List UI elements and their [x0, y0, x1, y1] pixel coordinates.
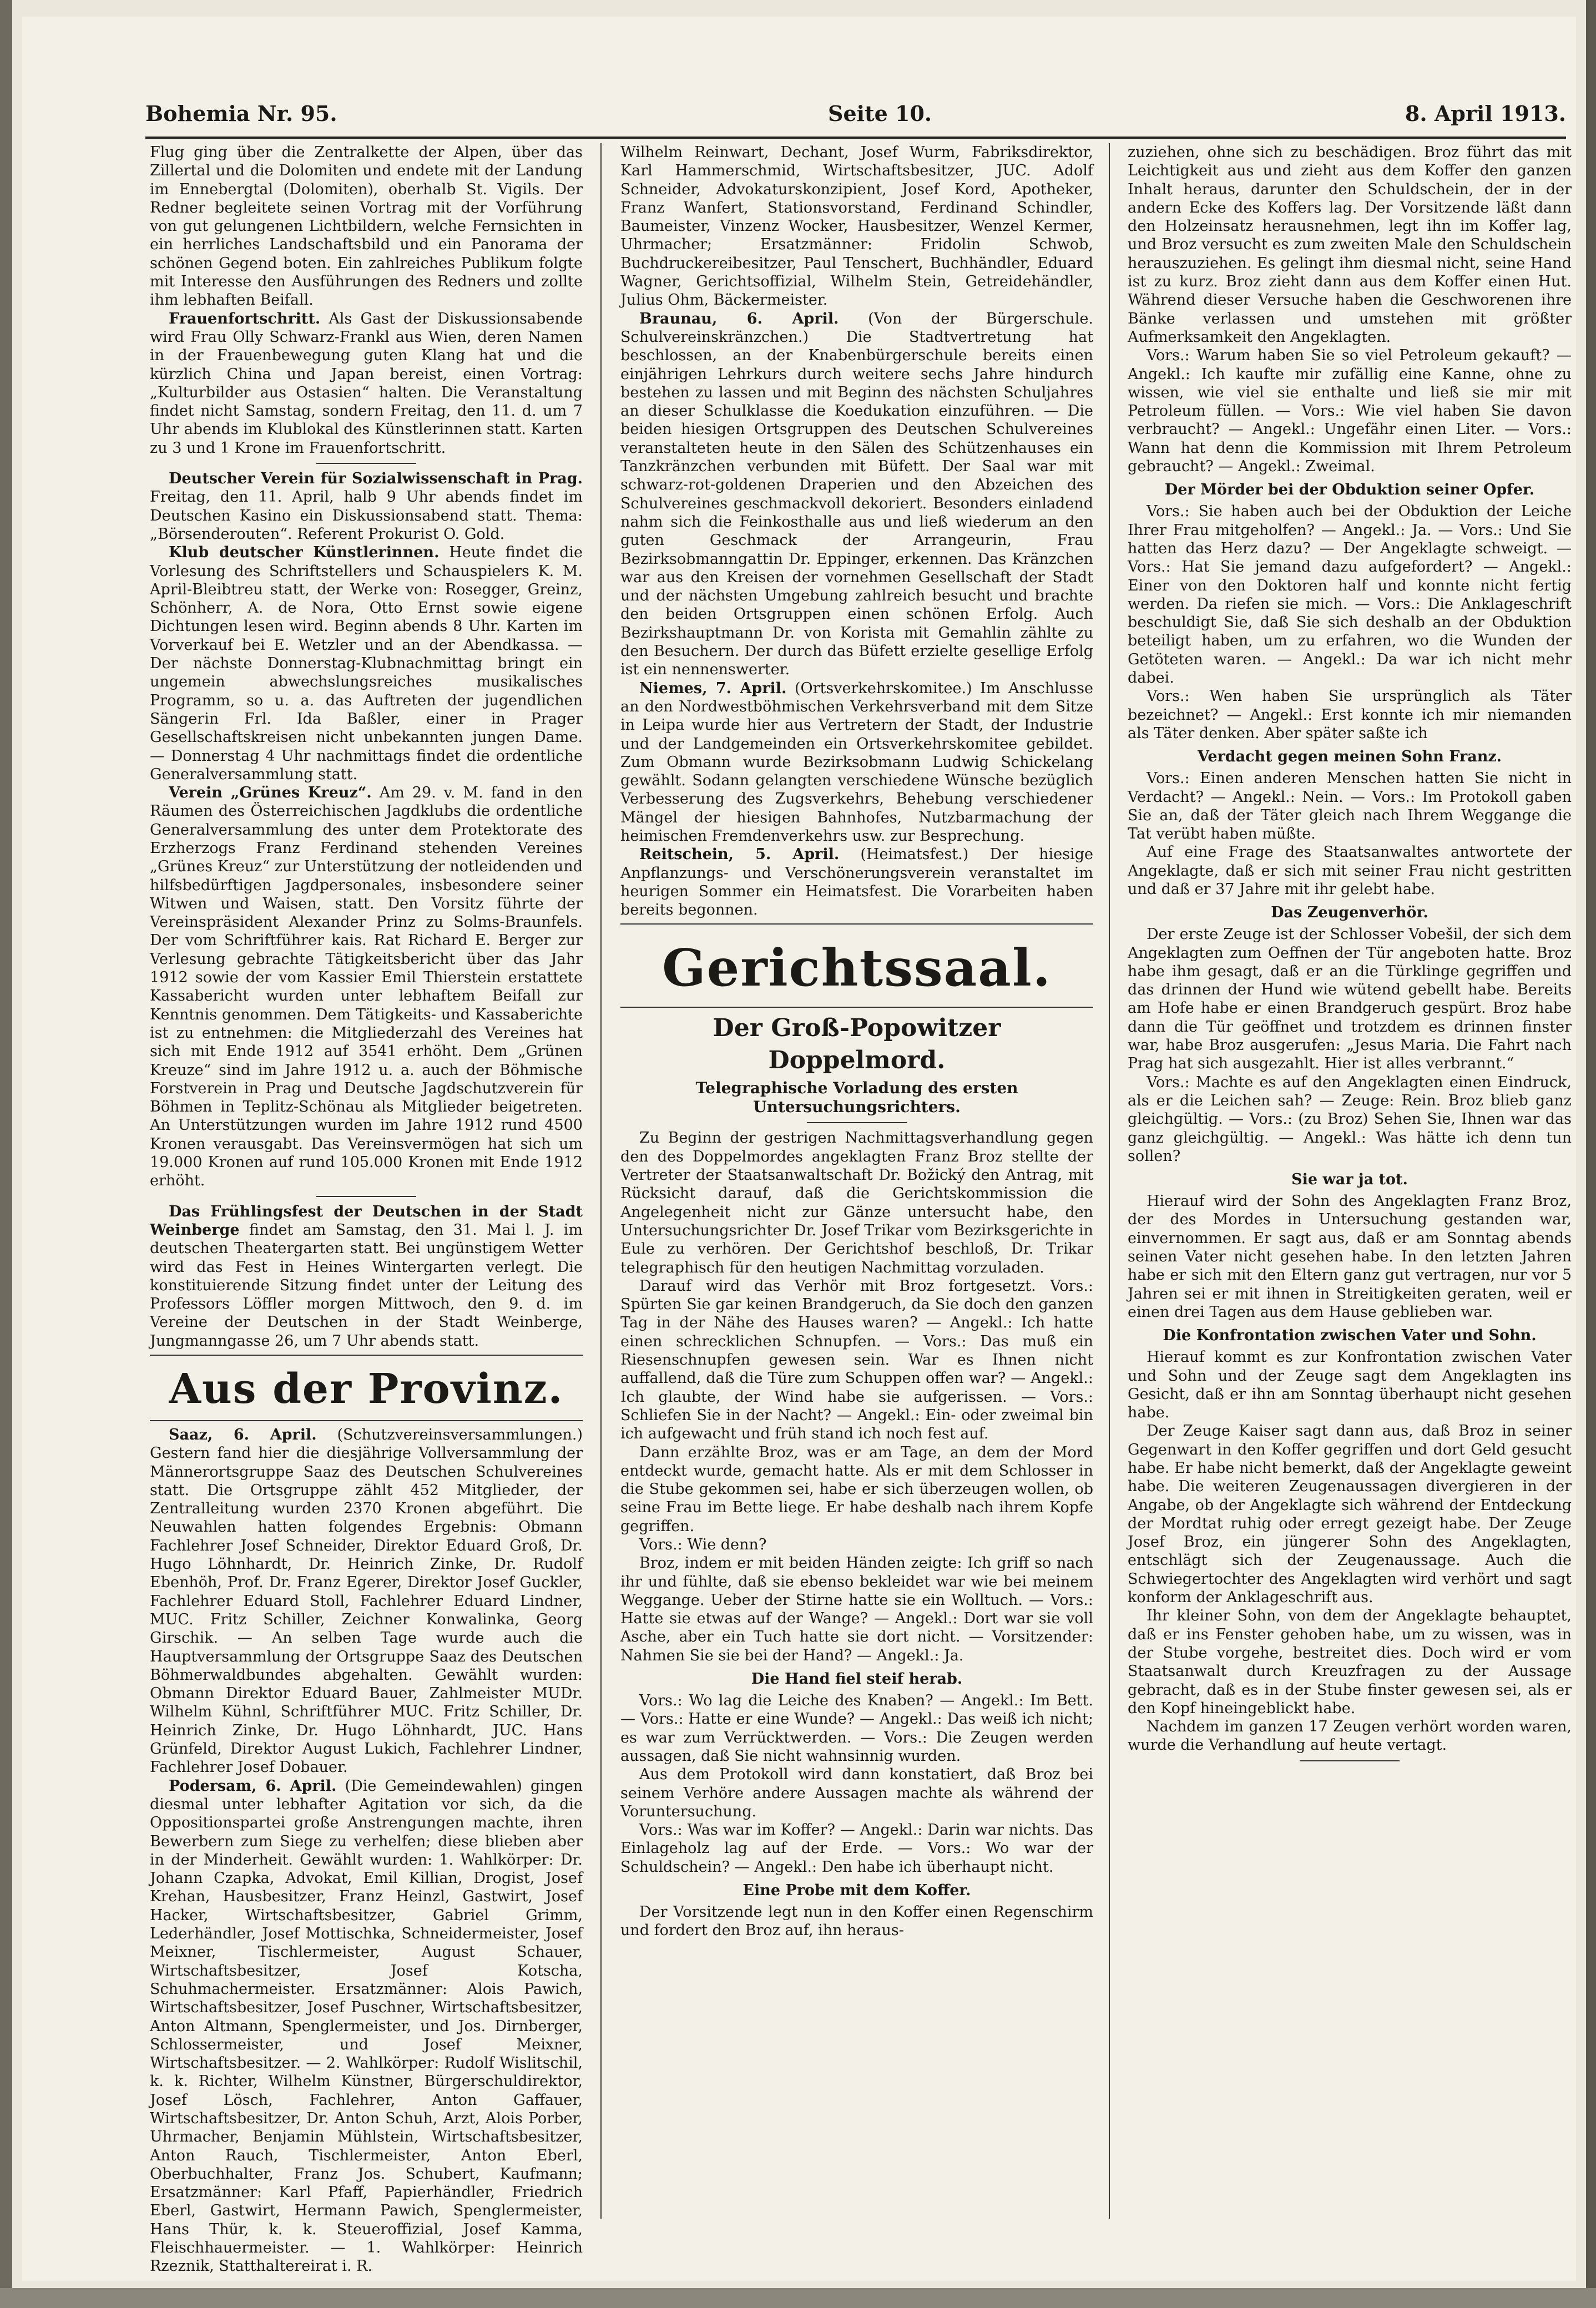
- article-paragraph: Nachdem im ganzen 17 Zeugen verhört worden waren, wurde die Verhandlung auf heute vertagt.: [1128, 1718, 1572, 1754]
- news-item: [620, 679, 1093, 846]
- article-paragraph: Der Vorsitzende legt nun in den Koffer einen Regenschirm und fordert den Broz auf, ihn heraus-: [620, 1903, 1093, 1940]
- article-paragraph: Vors.: Wo lag die Leiche des Knaben? — Angekl.: Im Bett. — Vors.: Hatte er eine Wunde? — Angekl.: Das weiß ich nicht; es war zum Verrücktwerden. — Vors.: Die Zeugen werden aussagen, daß Sie nicht wahnsinnig wurden.: [620, 1692, 1093, 1765]
- article-paragraph: Flug ging über die Zentralkette der Alpen, über das Zillertal und die Dolomiten und endete mit der Landung im Ennebergtal (Dolomiten), oberhalb St. Vigils. Der Redner begleitete seinen Vortrag mit der Vorführung von gut gelungenen Lichtbildern, welche Fernsichten in ein herrliches Landschaftsbild und ein Panorama der schönen Gegend boten. Ein zahlreiches Publikum folgte mit Interesse den Ausführungen des Redners und zollte ihm lebhaften Beifall.: [150, 144, 583, 309]
- news-item: [150, 543, 583, 784]
- item-lead: Reitschein, 5. April.: [639, 846, 840, 863]
- article-subheadline: Telegraphische Vorladung des ersten Untersuchungsrichters.: [695, 1079, 1018, 1117]
- article-subheading: Das Zeugenverhör.: [1271, 904, 1428, 922]
- article-paragraph: Aus dem Protokoll wird dann konstatiert, daß Broz bei seinem Verhöre andere Aussagen machte als während der Voruntersuchung.: [620, 1766, 1093, 1820]
- news-item: [620, 845, 1093, 919]
- item-text: (Heimatsfest.) Der hiesige Anpflanzungs- und Verschönerungsverein veranstaltet im heurigen Sommer ein Heimatsfest. Die Vorarbeiten haben bereits begonnen.: [620, 846, 1093, 919]
- news-item: [150, 310, 583, 457]
- running-head: [145, 101, 1572, 133]
- publication-issue: Bohemia Nr. 95.: [145, 101, 337, 126]
- item-text: findet am Samstag, den 31. Mai l. J. im deutschen Theatergarten statt. Bei ungünstigem Wetter wird das Fest in Heines Wintergarten verlegt. Die konstituierende Sitzung findet unter der Leitung des Professors Löffler morgen Mittwoch, den 9. d. im Vereine der Deutschen in der Stadt Weinberge, Jungmanngasse 26, um 7 Uhr abends statt.: [150, 1221, 583, 1350]
- item-text: (Ortsverkehrskomitee.) Im Anschlusse an den Nordwestböhmischen Verkehrsverband mit dem Sitze in Leipa wurde hier aus Vertretern der Stadt, der Industrie und der Landgemeinden ein Ortsverkehrskomitee gebildet. Zum Obmann wurde Bezirksobmann Ludwig Schickelang gewählt. Sodann gelangten verschiedene Wünsche bezüglich Verbesserung des Zugsverkehrs, Behebung verschiedener Mängel der hiesigen Bahnhofes, Nutzbarmachung der heimischen Fremdenverkehrs usw. zur Besprechung.: [620, 679, 1093, 845]
- article-paragraph: Auf eine Frage des Staatsanwaltes antwortete der Angeklagte, daß er sich mit seiner Frau nicht gestritten und daß er 37 Jahre mit ihr gelebt habe.: [1128, 844, 1572, 898]
- page-edge-shadow-bottom: [0, 2288, 1596, 2308]
- section-heading-provinz: Aus der Provinz.: [169, 1365, 564, 1413]
- item-lead: Frauenfortschritt.: [169, 310, 321, 327]
- article-paragraph: Ihr kleiner Sohn, von dem der Angeklagte behauptet, daß er ins Fenster gehoben habe, um zu wissen, was in der Stube vorgehe, bestreitet dies. Doch wird er vom Staatsanwalt durch Kreuzfragen zu der Aussage gebracht, daß es in der Stube finster gewesen sei, als er den Kopf hineingeblickt habe.: [1128, 1607, 1572, 1717]
- section-rule: [150, 1420, 583, 1421]
- item-lead: Deutscher Verein für Sozialwissenschaft in Prag.: [169, 470, 583, 488]
- section-rule: [620, 923, 1093, 925]
- article-paragraph: Der Zeuge Kaiser sagt dann aus, daß Broz in seiner Gegenwart in den Koffer gegriffen und dort Geld gesucht habe. Er habe nicht bemerkt, daß der Angeklagte geweint habe. Die weiteren Zeugenaussagen divergieren in der Angabe, ob der Angeklagte sich während der Entdeckung der Mordtat ruhig oder erregt gezeigt habe. Der Zeuge Josef Broz, ein jüngerer Sohn des Angeklagten, entschlägt sich der Zeugenaussage. Auch die Schwiegertochter des Angeklagten wird verhört und sagt konform der Anklageschrift aus.: [1128, 1422, 1572, 1607]
- item-text: Am 29. v. M. fand in den Räumen des Österreichischen Jagdklubs die ordentliche Generalversammlung des unter dem Protektorate des Erzherzogs Franz Ferdinand stehenden Vereines „Grünes Kreuz“ zur Unterstützung der notleidenden und hilfsbedürftigen Jagdpersonales, insbesondere seiner Witwen und Waisen, statt. Den Vorsitz führte der Vereinspräsident Alexander Prinz zu Solms-Braunfels. Der vom Schriftführer kais. Rat Richard E. Berger zur Verlesung gebrachte Tätigkeitsbericht über das Jahr 1912 sowie der vom Kassier Emil Thierstein erstattete Kassabericht wurden unter lebhaftem Beifall zur Kenntnis genommen. Dem Tätigkeits- und Kassaberichte ist zu entnehmen: die Mitgliederzahl des Vereines hat sich mit Ende 1912 auf 3541 erhöht. Dem „Grünen Kreuze“ sind im Jahre 1912 u. a. auch der Böhmische Forstverein in Prag und Deutsche Jagdschutzverein für Böhmen in Teplitz-Schönau als Mitglieder beigetreten. An Unterstützungen wurden im Jahre 1912 rund 4500 Kronen verausgabt. Das Vereinsvermögen hat sich um 19.000 Kronen auf rund 105.000 Kronen mit Ende 1912 erhöht.: [150, 784, 583, 1190]
- separator-rule: [316, 1196, 416, 1197]
- column-divider: [1109, 143, 1110, 2219]
- item-text: (Von der Bürgerschule. Schulvereinskränzchen.) Die Stadtvertretung hat beschlossen, an der Knabenbürgerschule bereits einen einjährigen Lehrkurs durch weitere sechs Jahre hindurch bestehen zu lassen und mit Beginn des nächsten Schuljahres an dieser Schulklasse die Koedukation einzuführen. — Die beiden hiesigen Ortsgruppen des Deutschen Schulvereines veranstalteten heute in den Sälen des Schützenhauses ein Tanzkränzchen verbunden mit Büfett. Der Saal war mit schwarz-rot-goldenen Draperien und den Abzeichen des Schulvereines geschmackvoll dekoriert. Besonders einladend nahm sich die Feinkosthalle aus und ließ wiederum an den guten Geschmack der Arrangeurin, Frau Bezirksobmanngattin Dr. Eppinger, erkennen. Das Kränzchen war aus den Kreisen der vornehmen Gesellschaft der Stadt und der nächsten Umgebung zahlreich besucht und brachte den beiden Ortsgruppen einen schönen Erfolg. Auch Bezirkshauptmann Dr. von Korista mit Gemahlin zählte zu den Besuchern. Der durch das Büfett erzielte gesellige Erfolg ist ein nennenswerter.: [620, 310, 1093, 679]
- column-2: [620, 143, 1093, 2219]
- news-item: [620, 310, 1093, 679]
- item-lead: Podersam, 6. April.: [169, 1777, 337, 1795]
- page-edge-shadow-left: [0, 0, 12, 2308]
- separator-rule: [807, 1122, 907, 1123]
- article-paragraph: zuziehen, ohne sich zu beschädigen. Broz führt das mit Leichtigkeit aus und zieht aus dem Koffer den ganzen Inhalt heraus, darunter den Schuldschein, der in der andern Ecke des Koffers lag. Der Vorsitzende läßt dann den Holzeinsatz herausnehmen, legt ihn im Koffer lag, und Broz versucht es zum zweiten Male den Schuldschein herauszuziehen. Es gelingt ihm diesmal nicht, seine Hand ist zu kurz. Broz zieht dann aus dem Koffer einen Hut. Während dieser Versuche haben die Geschworenen ihre Bänke verlassen und umstehen mit größter Aufmerksamkeit den Angeklagten.: [1128, 144, 1572, 346]
- article-paragraph: Vors.: Wie denn?: [639, 1536, 767, 1553]
- article-paragraph: Vors.: Machte es auf den Angeklagten einen Eindruck, als er die Leichen sah? — Zeuge: Rein. Broz blieb ganz gleichgültig. — Vors.: (zu Broz) Sehen Sie, Ihnen war das ganz gleichgültig. — Angekl.: Was hätte ich denn tun sollen?: [1128, 1073, 1572, 1165]
- section-heading-gerichtssaal: Gerichtssaal.: [662, 938, 1052, 998]
- article-paragraph: Der erste Zeuge ist der Schlosser Vobešil, der sich dem Angeklagten zum Oeffnen der Tür angeboten hatte. Broz habe ihm gesagt, daß er an die Türklinge gegriffen und das drinnen der Hund wie wütend gebellt habe. Bereits am Hofe habe er einen Brandgeruch gespürt. Broz habe dann die Tür geöffnet und trotzdem es drinnen finster war, habe Broz ausgerufen: „Jesus Maria. Die Fahrt nach Prag hat sich ausgezahlt. Hier ist alles verbrannt.“: [1128, 926, 1572, 1073]
- item-text: Freitag, den 11. April, halb 9 Uhr abends findet im Deutschen Kasino ein Diskussionsabend statt. Thema: „Börsenderouten“. Referent Prokurist O. Gold.: [150, 488, 583, 543]
- news-item: [150, 1777, 583, 2276]
- separator-rule: [316, 463, 416, 464]
- page-edge-shadow-right: [1586, 0, 1596, 2308]
- article-paragraph: Zu Beginn der gestrigen Nachmittagsverhandlung gegen den des Doppelmordes angeklagten Franz Broz stellte der Vertreter der Staatsanwaltschaft Dr. Božický den Antrag, mit Rücksicht darauf, daß die Gerichtskommission die Angelegenheit nicht zur Gänze untersucht habe, den Untersuchungsrichter Dr. Josef Trikar vom Bezirksgerichte in Eule zu verhören. Der Gerichtshof beschloß, Dr. Trikar telegraphisch für den heutigen Nachmittag vorzuladen.: [620, 1129, 1093, 1276]
- item-lead: Niemes, 7. April.: [639, 679, 787, 697]
- article-paragraph: Vors.: Wen haben Sie ursprünglich als Täter bezeichnet? — Angekl.: Erst konnte ich mir niemanden als Täter denken. Aber später saßte ich: [1128, 688, 1572, 742]
- end-rule: [1300, 1760, 1400, 1761]
- column-divider: [600, 143, 602, 2219]
- article-paragraph: Dann erzählte Broz, was er am Tage, an dem der Mord entdeckt wurde, gemacht hatte. Als er mit dem Schlosser in die Stube gekommen sei, habe er sich überzeugen wollen, ob seine Frau im Bette liege. Er habe deshalb nach ihrem Kopfe gegriffen.: [620, 1443, 1093, 1535]
- column-1: [150, 143, 583, 2275]
- article-subheading: Eine Probe mit dem Koffer.: [743, 1882, 971, 1900]
- news-item: [150, 469, 583, 543]
- item-text: (Die Gemeindewahlen) gingen diesmal unter lebhafter Agitation vor sich, da die Oppositionspartei große Anstrengungen machte, ihren Bewerbern zum Siege zu verhelfen; diese blieben aber in der Minderheit. Gewählt wurden: 1. Wahlkörper: Dr. Johann Czapka, Advokat, Emil Killian, Drogist, Josef Krehan, Hausbesitzer, Franz Heinzl, Gastwirt, Josef Hacker, Wirtschaftsbesitzer, Gabriel Grimm, Lederhändler, Josef Mottischka, Schneidermeister, Josef Meixner, Tischlermeister, August Schauer, Wirtschaftsbesitzer, Josef Kotscha, Schuhmachermeister. Ersatzmänner: Alois Pawich, Wirtschaftsbesitzer, Josef Puschner, Wirtschaftsbesitzer, Anton Altmann, Spenglermeister, und Jos. Dirnberger, Schlossermeister, und Josef Meixner, Wirtschaftsbesitzer. — 2. Wahlkörper: Rudolf Wislitschil, k. k. Richter, Wilhelm Künstner, Bürgerschuldirektor, Josef Lösch, Fachlehrer, Anton Gaffauer, Wirtschaftsbesitzer, Dr. Anton Schuh, Arzt, Alois Porber, Uhrmacher, Benjamin Mühlstein, Wirtschaftsbesitzer, Anton Rauch, Tischlermeister, Anton Eberl, Oberbuchhalter, Franz Jos. Schubert, Kaufmann; Ersatzmänner: Karl Pfaff, Papierhändler, Friedrich Eberl, Gastwirt, Hermann Pawich, Spenglermeister, Hans Thür, k. k. Steueroffizial, Josef Kamma, Fleischhauermeister. — 1. Wahlkörper: Heinrich Rzeznik, Statthaltereirat i. R.: [150, 1777, 583, 2275]
- article-paragraph: Broz, indem er mit beiden Händen zeigte: Ich griff so nach ihr und fühlte, daß sie ebenso bekleidet war wie bei meinem Weggange. Ueber der Stirne hatte sie ein Wolltuch. — Vors.: Hatte sie etwas auf der Wange? — Angekl.: Dort war sie voll Asche, aber ein Tuch hatte sie dort nicht. — Vorsitzender: Nahmen Sie sie bei der Hand? — Angekl.: Ja.: [620, 1554, 1093, 1664]
- article-paragraph: Wilhelm Reinwart, Dechant, Josef Wurm, Fabriksdirektor, Karl Hammerschmid, Wirtschaftsbesitzer, JUC. Adolf Schneider, Advokaturskonzipient, Josef Kord, Apotheker, Franz Wanfert, Stationsvorstand, Ferdinand Schindler, Baumeister, Vinzenz Wocker, Hausbesitzer, Wenzel Kermer, Uhrmacher; Ersatzmänner: Fridolin Schwob, Buchdruckereibesitzer, Paul Tenschert, Buchhändler, Eduard Wagner, Gerichtsoffizial, Wilhelm Stein, Getreidehändler, Julius Ohm, Bäckermeister.: [620, 144, 1093, 309]
- page-number: Seite 10.: [828, 101, 932, 126]
- item-lead: Braunau, 6. April.: [639, 310, 839, 327]
- item-lead: Verein „Grünes Kreuz“.: [169, 784, 372, 802]
- article-subheading: Sie war ja tot.: [1291, 1171, 1408, 1189]
- item-lead: Klub deutscher Künstlerinnen.: [169, 544, 440, 562]
- section-rule: [620, 1007, 1093, 1008]
- article-subheading: Der Mörder bei der Obduktion seiner Opfer.: [1164, 481, 1535, 499]
- item-text: (Schutzvereinsversammlungen.) Gestern fand hier die diesjährige Vollversammlung der Männerortsgruppe Saaz des Deutschen Schulvereines statt. Die Ortsgruppe zählt 452 Mitglieder, der Zentralleitung wurden 2370 Kronen abgeführt. Die Neuwahlen hatten folgendes Ergebnis: Obmann Fachlehrer Josef Schneider, Direktor Eduard Groß, Dr. Hugo Löhnhardt, Dr. Heinrich Zinke, Dr. Rudolf Ebenhöh, Prof. Dr. Franz Egerer, Direktor Josef Guckler, Fachlehrer Eduard Stoll, Fachlehrer Eduard Lindner, MUC. Fritz Schiller, Zeichner Konwalinka, Georg Girschik. — An selben Tage wurde auch die Hauptversammlung der Ortsgruppe Saaz des Deutschen Böhmerwaldbundes abgehalten. Gewählt wurden: Obmann Direktor Eduard Bauer, Zahlmeister MUDr. Wilhelm Kühnl, Schriftführer MUC. Fritz Schiller, Dr. Heinrich Zinke, Dr. Hugo Löhnhardt, JUC. Hans Grünfeld, Direktor August Lukich, Fachlehrer Lindner, Fachlehrer Josef Dobauer.: [150, 1426, 583, 1776]
- news-item: [150, 784, 583, 1190]
- item-lead: Das Frühlingsfest der Deutschen in der Stadt Weinberge: [150, 1203, 583, 1239]
- news-item: [150, 1426, 583, 1777]
- article-paragraph: Hierauf wird der Sohn des Angeklagten Franz Broz, der des Mordes in Untersuchung gestanden war, einvernommen. Er sagt aus, daß er am Sonntag abends seinen Vater nicht gesehen habe. In den letzten Jahren habe er sich mit den Eltern ganz gut vertragen, nur vor 5 Jahren sei er mit ihnen in Streitigkeiten geraten, weil er einen drei Tagen aus dem Hause geblieben war.: [1128, 1193, 1572, 1321]
- article-subheading: Die Hand fiel steif herab.: [751, 1670, 963, 1688]
- article-headline: Der Groß-Popowitzer Doppelmord.: [713, 1014, 1001, 1075]
- article-paragraph: Vors.: Sie haben auch bei der Obduktion der Leiche Ihrer Frau mitgeholfen? — Angekl.: Ja. — Vors.: Und Sie hatten das Herz dazu? — Der Angeklagte schweigt. — Vors.: Hat Sie jemand dazu aufgefordert? — Angekl.: Einer von den Doktoren half und konnte nicht fertig werden. Da riefen sie mich. — Vors.: Die Anklageschrift beschuldigt Sie, daß Sie sich deshalb an der Obduktion beteiligt haben, um zu erfahren, wo die Wunden der Getöteten waren. — Angekl.: Da war ich nicht mehr dabei.: [1128, 503, 1572, 687]
- article-subheading: Verdacht gegen meinen Sohn Franz.: [1197, 748, 1502, 766]
- article-paragraph: Vors.: Was war im Koffer? — Angekl.: Darin war nichts. Das Einlageholz lag auf der Erde. — Vors.: Wo war der Schuldschein? — Angekl.: Den habe ich überhaupt nicht.: [620, 1821, 1093, 1876]
- article-paragraph: Darauf wird das Verhör mit Broz fortgesetzt. Vors.: Spürten Sie gar keinen Brandgeruch, da Sie doch den ganzen Tag in der Nähe des Hauses waren? — Angekl.: Ich hatte einen schrecklichen Schnupfen. — Vors.: Das muß ein Riesenschnupfen gewesen sein. War es Ihnen nicht auffallend, daß die Türe zum Schuppen offen war? — Angekl.: Ich glaubte, der Wind habe sie aufgerissen. — Vors.: Schliefen Sie in der Nacht? — Angekl.: Ein- oder zweimal bin ich aufgewacht und früh stand ich noch fest auf.: [620, 1277, 1093, 1443]
- article-paragraph: Vors.: Einen anderen Menschen hatten Sie nicht in Verdacht? — Angekl.: Nein. — Vors.: Im Protokoll gaben Sie an, daß der Täter gleich nach Ihrem Weggange die Tat verübt haben müßte.: [1128, 770, 1572, 843]
- issue-date: 8. April 1913.: [1405, 101, 1566, 126]
- article-paragraph: Hierauf kommt es zur Konfrontation zwischen Vater und Sohn und der Zeuge sagt dem Angeklagten ins Gesicht, daß er ihn am Sonntag überhaupt nicht gesehen habe.: [1128, 1349, 1572, 1422]
- item-lead: Saaz, 6. April.: [169, 1426, 317, 1443]
- news-item: [150, 1203, 583, 1350]
- section-rule: [150, 1355, 583, 1356]
- item-text: Heute findet die Vorlesung des Schriftstellers und Schauspielers K. M. April-Bleibtreu statt, der Werke von: Rosegger, Greinz, Schönherr, A. de Nora, Otto Ernst sowie eigene Dichtungen lesen wird. Beginn abends 8 Uhr. Karten im Vorverkauf bei E. Wetzler und an der Abendkassa. — Der nächste Donnerstag-Klubnachmittag bringt ein ungemein abwechslungsreiches musikalisches Programm, so u. a. das Auftreten der jugendlichen Sängerin Frl. Ida Baßler, einer in Prager Gesellschaftskreisen nicht unbekannten jungen Dame. — Donnerstag 4 Uhr nachmittags findet die ordentliche Generalversammlung statt.: [150, 544, 583, 783]
- article-subheading: Die Konfrontation zwischen Vater und Sohn.: [1163, 1327, 1537, 1345]
- item-text: Als Gast der Diskussionsabende wird Frau Olly Schwarz-Frankl aus Wien, deren Namen in der Frauenbewegung guten Klang hat und die kürzlich China und Japan bereist, einen Vortrag: „Kulturbilder aus Ostasien“ halten. Die Veranstaltung findet nicht Samstag, sondern Freitag, den 11. d. um 7 Uhr abends im Klublokal des Künstlerinnen statt. Karten zu 3 und 1 Krone im Frauenfortschritt.: [150, 310, 583, 457]
- header-rule: [145, 137, 1566, 139]
- column-3: [1128, 143, 1572, 2219]
- article-paragraph: Vors.: Warum haben Sie so viel Petroleum gekauft? — Angekl.: Ich kaufte mir zufällig eine Kanne, ohne zu wissen, wie viel sie enthalte und ließ sie mir mit Petroleum füllen. — Vors.: Wie viel haben Sie davon verbraucht? — Angekl.: Ungefähr einen Liter. — Vors.: Wann hat denn die Kommission mit Ihrem Petroleum gebraucht? — Angekl.: Zweimal.: [1128, 347, 1572, 476]
